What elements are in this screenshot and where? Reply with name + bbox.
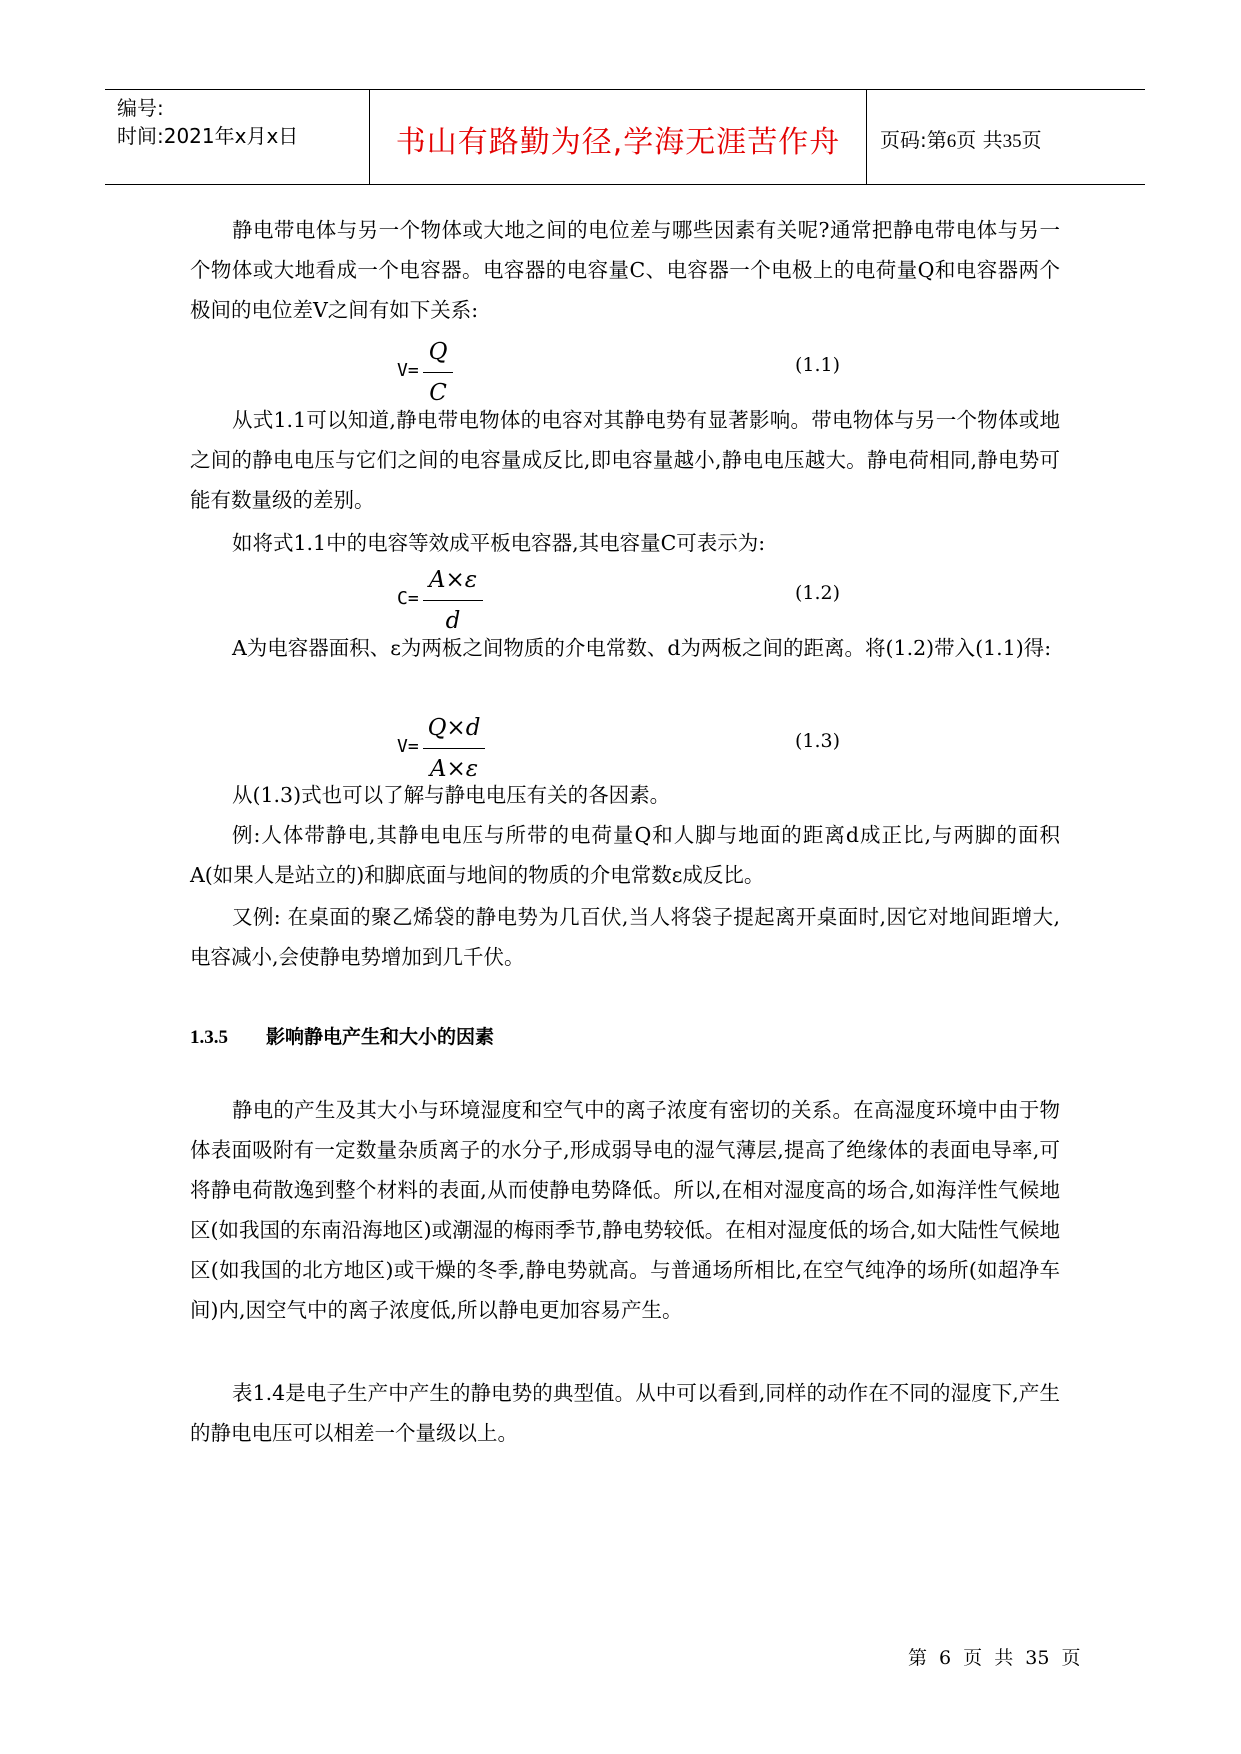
- page-footer: 第 6 页 共 35 页: [908, 1647, 1081, 1669]
- header-page-number: [880, 124, 1042, 153]
- fraction-numerator: Q: [428, 339, 448, 365]
- paragraph-plate-capacitor: 如将式1.1中的电容等效成平板电容器,其电容量C可表示为:: [232, 531, 766, 555]
- fraction-numerator: A×ε: [428, 567, 478, 593]
- document-time-label: 时间:2021年x月x日: [117, 124, 299, 148]
- section-heading: [190, 1022, 494, 1049]
- paragraph-humidity-effect: 静电的产生及其大小与环境湿度和空气中的离子浓度有密切的关系。在高湿度环境中由于物体表面吸附有一定数量杂质离子的水分子,形成弱导电的湿气薄层,提高了绝缘体的表面电导率,可将静电荷散逸到整个材料的表面,从而使静电势降低。所以,在相对湿度高的场合,如海洋性气候地区(如我国的东南沿海地区)或潮湿的梅雨季节,静电势较低。在相对湿度低的场合,如大陆性气候地区(如我国的北方地区)或干燥的冬季,静电势就高。与普通场所相比,在空气纯净的场所(如超净车间)内,因空气中的离子浓度低,所以静电更加容易产生。: [190, 1098, 1060, 1322]
- header-motto-cell: [370, 90, 867, 184]
- paragraph-capacitor-intro: 静电带电体与另一个物体或大地之间的电位差与哪些因素有关呢?通常把静电带电体与另一个物体或大地看成一个电容器。电容器的电容量C、电容器一个电极上的电荷量Q和电容器两个极间的电位差V之间有如下关系:: [190, 218, 1060, 322]
- page-mid: 页 共: [956, 128, 1003, 152]
- fraction-bar: [423, 748, 485, 749]
- equation-number: (1.1): [795, 354, 841, 376]
- paragraph-example-bag: 又例: 在桌面的聚乙烯袋的静电势为几百伏,当人将袋子提起离开桌面时,因它对地间距增大,电容减小,会使静电势增加到几千伏。: [190, 905, 1060, 969]
- equation-lhs: V=: [397, 736, 419, 757]
- fraction-bar: [423, 372, 453, 373]
- section-number: 1.3.5: [190, 1027, 228, 1048]
- equation-number: (1.3): [795, 730, 841, 752]
- paragraph-table-reference: 表1.4是电子生产中产生的静电势的典型值。从中可以看到,同样的动作在不同的湿度下,产生的静电电压可以相差一个量级以上。: [190, 1381, 1060, 1445]
- page-current: 6: [946, 131, 957, 152]
- equation-lhs: V=: [397, 360, 419, 381]
- header-motto: 书山有路勤为径,学海无涯苦作舟: [395, 125, 841, 160]
- document-number-label: 编号:: [117, 96, 164, 120]
- fraction-numerator: Q×d: [427, 715, 481, 741]
- fraction-denominator: d: [445, 608, 461, 634]
- equation-lhs: C=: [397, 588, 419, 609]
- paragraph-example-human: 例:人体带静电,其静电电压与所带的电荷量Q和人脚与地面的距离d成正比,与两脚的面积A(如果人是站立的)和脚底面与地间的物质的介电常数ε成反比。: [190, 823, 1060, 887]
- paragraph-variable-definitions: A为电容器面积、ε为两板之间物质的介电常数、d为两板之间的距离。将(1.2)带入(1.1)得:: [232, 636, 1052, 660]
- section-title: 影响静电产生和大小的因素: [266, 1026, 495, 1048]
- page-total: 35: [1002, 131, 1022, 152]
- paragraph-factors-summary: 从(1.3)式也可以了解与静电电压有关的各因素。: [232, 783, 671, 807]
- page-suffix: 页: [1021, 128, 1042, 152]
- fraction-denominator: A×ε: [429, 756, 479, 782]
- page-header: [105, 89, 1145, 185]
- header-info-cell: [105, 90, 370, 184]
- equation-number: (1.2): [795, 582, 841, 604]
- fraction-bar: [423, 600, 483, 601]
- header-page-cell: [868, 90, 1145, 184]
- paragraph-capacitance-effect: 从式1.1可以知道,静电带电物体的电容对其静电势有显著影响。带电物体与另一个物体或地之间的静电电压与它们之间的电容量成反比,即电容量越小,静电电压越大。静电荷相同,静电势可能有数量级的差别。: [190, 408, 1060, 512]
- fraction-denominator: C: [429, 380, 447, 406]
- page-prefix: 页码:第: [880, 128, 947, 152]
